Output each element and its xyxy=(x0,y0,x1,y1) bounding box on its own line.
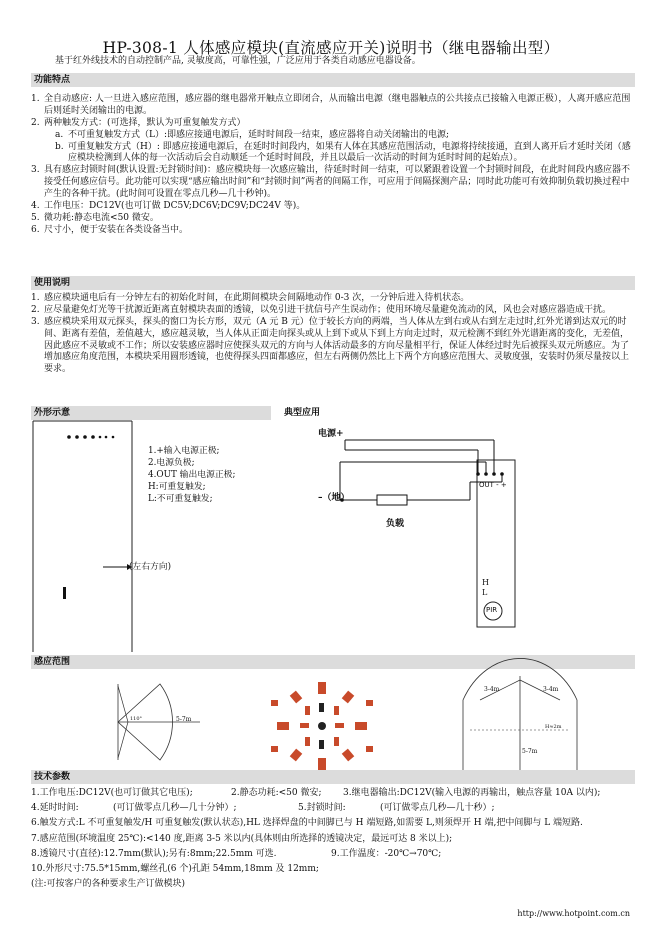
section-header-features: 功能特点 xyxy=(31,73,635,87)
ground-label: –（地） xyxy=(318,493,350,503)
section-header-outline: 外形示意 xyxy=(31,406,271,420)
intro-text: 基于红外线技术的自动控制产品, 灵敏度高，可靠性强，广泛应用于各类自动感应电器设备。 xyxy=(55,56,421,66)
trigger-mode-item: b. 可重复触发方式（H）: 即感应接通电源后，在延时时间段内，如果有人体在其感应范围活动，电源将持续接通，直到人离开后才延时关闭（感应模块检测到人体的每一次活动后会自动顺延一个延时时间段，并且以最后一次活动的时间为延时时间的起始点）。 xyxy=(55,141,631,164)
usage-item: 1. 感应模块通电后有一分钟左右的初始化时间，在此期间模块会间隔地动作 0-3 次，一分钟后进入待机状态。 xyxy=(31,293,470,303)
footer-url: http://www.hotpoint.com.cn xyxy=(517,909,630,918)
out-label: OUT - + xyxy=(479,481,507,489)
spec-row: 7.感应范围(环境温度 25℃):<140 度,距离 3-5 米以内(具体则由所选择的透镜决定，最远可达 8 米以上); xyxy=(31,833,453,844)
section-header-specs: 技术参数 xyxy=(31,770,635,784)
pin-legend: 1.+输入电源正极; 2.电源负极; 4.OUT 输出电源正极; H:可重复触发; L:不可重复触发; xyxy=(148,446,236,504)
range-fig1-label: 5-7m xyxy=(176,716,192,723)
feature-item: 5. 微功耗:静态电流<50 微安。 xyxy=(31,212,159,223)
feature-item: 3. 具有感应封锁时间(默认设置:无封锁时间)：感应模块每一次感应输出，待延时时间一结束，可以紧跟着设置一个封锁时间段，在此时间段内感应器不接受任何感应信号。此功能可以实现“感应输出时间”和“封锁时间”两者的间隔工作，可应用于间隔探测产品；同时此功能可有效抑制负载切换过程中产生的各种干扰。(此时间可设置在零点几秒—几十秒钟)。 xyxy=(31,165,631,199)
range-fig-side-view xyxy=(463,658,577,775)
feature-item: 2. 两种触发方式：(可选择，默认为可重复触发方式） xyxy=(31,117,246,128)
spec-row: 4.延时时间: (可订做零点几秒—几十分钟）; 5.封锁时间: (可订做零点几秒—几十秒）; xyxy=(31,803,495,814)
spec-row: 10.外形尺寸:75.5*15mm,螺丝孔(6 个)孔距 54mm,18mm 及 12mm; xyxy=(31,864,319,875)
spec-row: 8.透镜尺寸(直径):12.7mm(默认);另有:8mm;22.5mm 可选. 9.工作温度：-20℃→70℃; xyxy=(31,848,442,859)
spec-row: 6.触发方式:L 不可重复触发/H 可重复触发(默认状态),HL 选择焊盘的中间脚已与 H 端短路,如需要 L,则须焊开 H 端,把中间脚与 L 端短路. xyxy=(31,818,583,829)
section-header-usage: 使用说明 xyxy=(31,276,635,290)
range-fig3-label-c: 5-7m xyxy=(522,748,538,755)
pir-label: PIR xyxy=(486,606,498,614)
load-label: 负载 xyxy=(386,519,405,529)
trigger-mode-item: a. 不可重复触发方式（L）:即感应接通电源后，延时时间段一结束，感应器将自动关闭输出的电源; xyxy=(55,129,450,140)
direction-label: (左右方向) xyxy=(129,562,172,572)
power-plus-label: 电源+ xyxy=(318,429,344,439)
spec-row: (注:可按客户的各种要求生产订做模块) xyxy=(31,879,186,890)
specs-block xyxy=(31,786,641,892)
spec-row: 1.工作电压:DC12V(也可订做其它电压); 2.静态功耗:<50 微安; 3.继电器输出:DC12V(输入电源的再输出，触点容量 10A 以内); xyxy=(31,788,601,798)
range-fig3-label-b: 3-4m xyxy=(543,686,559,693)
usage-item: 3. 感应模块采用双元探头，探头的窗口为长方形，双元（A 元 B 元）位于较长方向的两端，当人体从左到右或从右到左走过时,红外光谱到达双元的时间、距离有差值，差值越大，感应越灵敏，当人体从正面走向探头或从上到下或从下到上方向走过时，双元检测不到红外光谱距离的变化，无差值，因此感应不灵敏或不工作；所以安装感应器时应使探头双元的方向与人体活动最多的方向尽量相平行，保证人体经过时先后被探头双元所感应。为了增加感应角度范围，本模块采用圆形透镜，也使得探头四面都感应，但左右两侧仍然比上下两个方向感应范围大、灵敏度强，安装时仍须尽量按以上要求。 xyxy=(31,316,630,375)
range-fig3-label-a: 3-4m xyxy=(484,686,500,693)
section-header-range: 感应范围 xyxy=(31,655,635,669)
feature-item: 6. 尺寸小，便于安装在各类设备当中。 xyxy=(31,224,189,235)
feature-item: 1. 全自动感应: 人一旦进入感应范围，感应器的继电器常开触点立即闭合，从而输出电源（继电器触点的公共接点已接输入电源正极），人离开感应范围后则延时关闭输出的电源。 xyxy=(31,94,631,116)
range-fig-lens-pattern xyxy=(271,682,373,770)
range-fig3-label-d: H≈2m xyxy=(545,724,562,730)
document-title: HP-308-1 人体感应模块(直流感应开关)说明书（继电器输出型） xyxy=(102,39,560,57)
feature-item: 4. 工作电压：DC12V(也可订做 DC5V;DC6V;DC9V;DC24V 等)。 xyxy=(31,200,306,211)
range-fig1-angle: 110° xyxy=(130,716,143,722)
l-label: L xyxy=(482,588,488,597)
usage-item: 2. 应尽量避免灯光等干扰源近距离直射模块表面的透镜，以免引进干扰信号产生误动作；使用环境尽量避免流动的风，风也会对感应器造成干扰。 xyxy=(31,304,612,315)
h-label: H xyxy=(482,578,489,587)
section-header-application: 典型应用 xyxy=(281,406,635,420)
